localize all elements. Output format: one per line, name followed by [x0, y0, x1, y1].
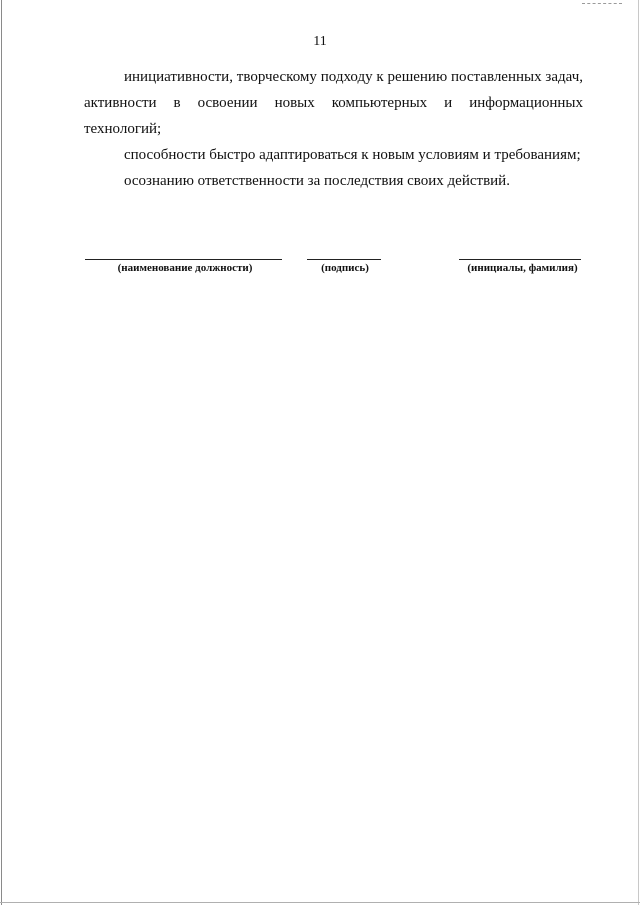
initials-caption: (инициалы, фамилия) — [467, 262, 578, 274]
position-caption: (наименование должности) — [117, 262, 253, 274]
position-signature-line — [85, 259, 282, 260]
scan-edge-bottom — [0, 902, 640, 903]
paragraph-initiative: инициативности, творческому подходу к решению поставленных задач, активности в освоении новых компьютерных и информационных технологий; — [84, 69, 583, 137]
scan-mark-top — [582, 3, 622, 4]
paragraph-responsibility: осознанию ответственности за последствия своих действий. — [124, 173, 510, 189]
initials-signature-line — [459, 259, 581, 260]
page-number: 11 — [313, 34, 327, 49]
scan-edge-right — [638, 0, 639, 905]
scan-edge-left — [1, 0, 2, 905]
paragraph-adaptability: способности быстро адаптироваться к новым условиям и требованиям; — [124, 147, 581, 163]
signature-line — [307, 259, 381, 260]
signature-caption: (подпись) — [321, 262, 369, 274]
